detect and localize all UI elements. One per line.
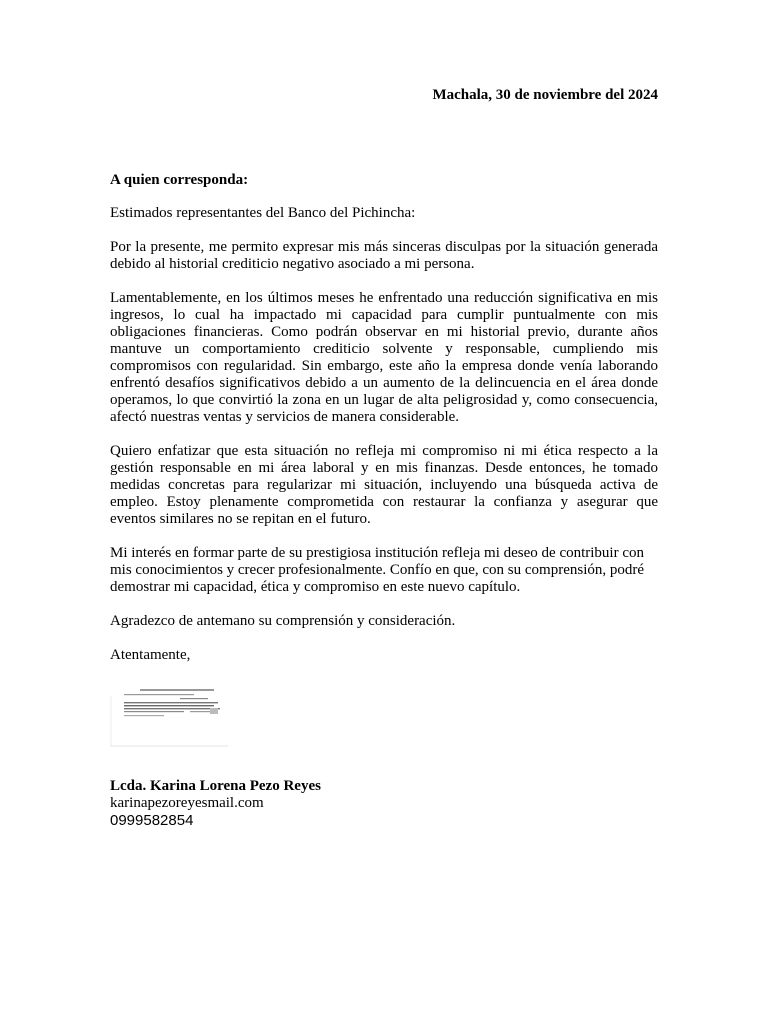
paragraph-commitment: Quiero enfatizar que esta situación no refleja mi compromiso ni mi ética respecto a la gestión responsable en mi área laboral y en mis finanzas. Desde entonces, he tomado medidas concretas para regularizar mi situación, incluyendo una búsqueda activa de empleo. Estoy plenamente comprometida con restaurar la confianza y asegurar que eventos similares no se repitan en el futuro.: [110, 443, 658, 527]
signer-phone: 0999582854: [110, 812, 194, 829]
letter-body: [110, 205, 658, 681]
paragraph-interest: Mi interés en formar parte de su prestigiosa institución refleja mi deseo de contribuir con mis conocimientos y crecer profesionalmente. Confío en que, con su comprensión, podré demostrar mi capacidad, ética y compromiso en este nuevo capítulo.: [110, 545, 645, 595]
letter-page: [110, 0, 658, 1024]
salutation: A quien corresponda:: [110, 172, 249, 188]
closing: Atentamente,: [110, 647, 191, 663]
signature-image: [110, 688, 230, 748]
signer-email: karinapezoreyesmail.com: [110, 795, 264, 811]
paragraph-thanks: Agradezco de antemano su comprensión y consideración.: [110, 613, 456, 629]
paragraph-explanation: Lamentablemente, en los últimos meses he enfrentado una reducción significativa en mis ingresos, lo cual ha impactado mi capacidad para cumplir puntualmente con mis obligaciones financieras. Como podrán observar en mi historial previo, durante años mantuve un comportamiento crediticio solvente y responsable, cumpliendo mis compromisos con regularidad. Sin embargo, este año la empresa donde venía laborando enfrentó desafíos significativos debido a un aumento de la delincuencia en el área donde operamos, lo que convirtió la zona en un lugar de alta peligrosidad y, como consecuencia, afectó nuestras ventas y servicios de manera considerable.: [110, 290, 658, 425]
greeting: Estimados representantes del Banco del Pichincha:: [110, 205, 416, 221]
letter-date: Machala, 30 de noviembre del 2024: [432, 87, 658, 103]
signature-graphic: [110, 688, 230, 748]
paragraph-apology: Por la presente, me permito expresar mis más sinceras disculpas por la situación generada debido al historial crediticio negativo asociado a mi persona.: [110, 239, 658, 272]
signer-name: Lcda. Karina Lorena Pezo Reyes: [110, 778, 321, 794]
signer-block: [110, 777, 658, 830]
